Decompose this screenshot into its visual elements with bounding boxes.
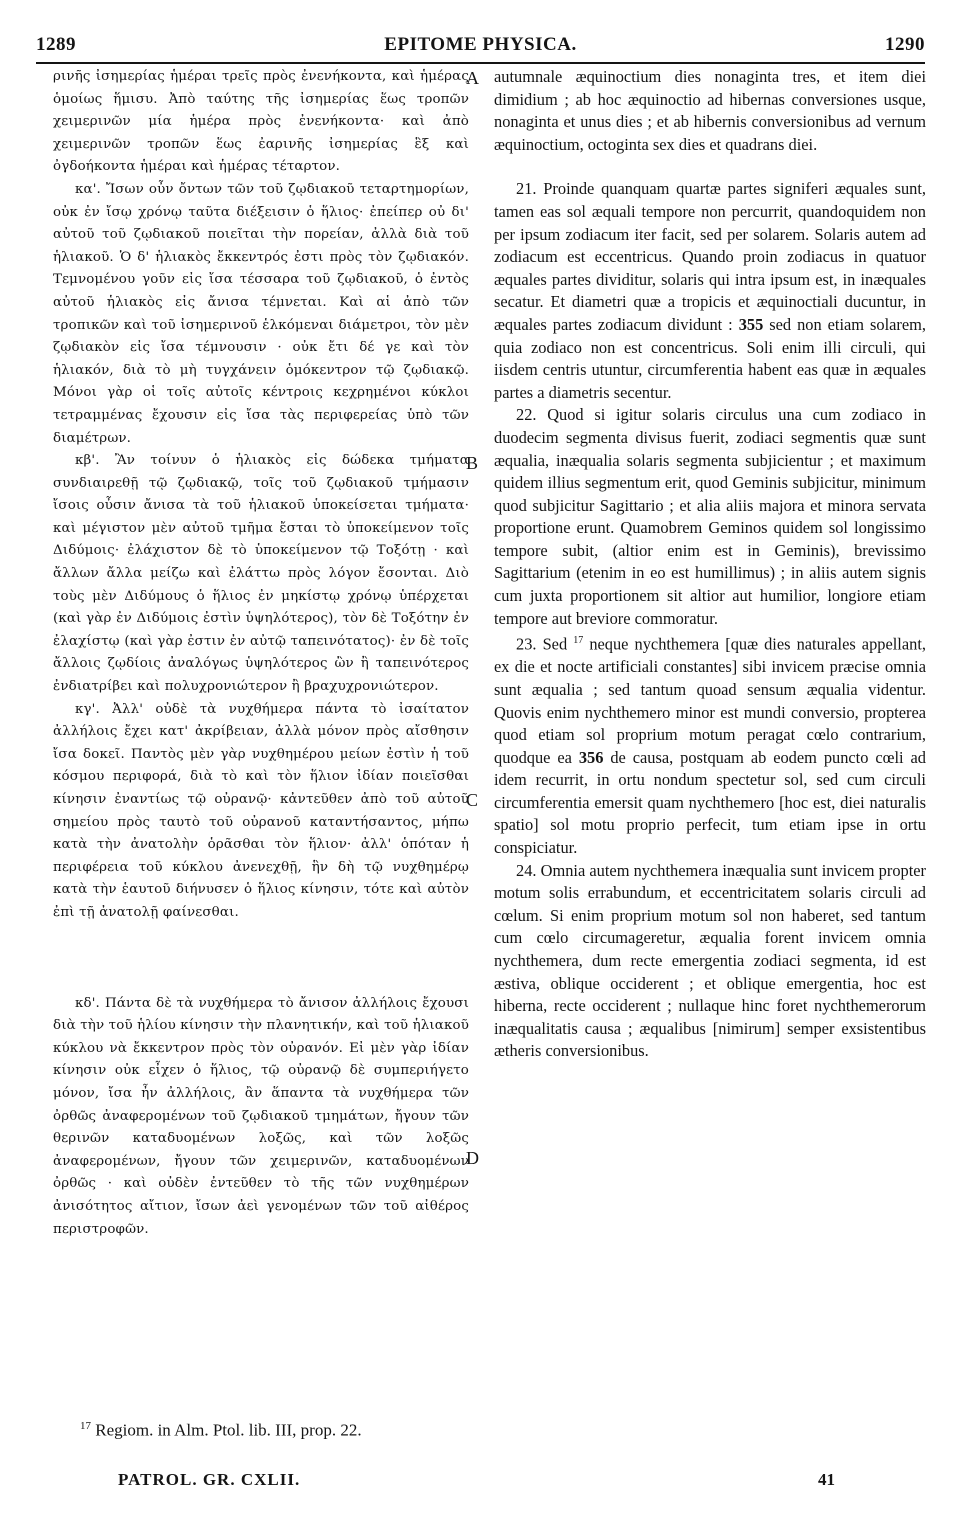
left-page-number: 1289 (36, 34, 76, 55)
latin-column (494, 66, 926, 1063)
margin-letter: C (466, 790, 479, 810)
running-title: EPITOME PHYSICA. (384, 34, 577, 55)
greek-column (53, 66, 469, 1241)
column-number: 356 (578, 747, 604, 767)
latin-paragraph-23 (494, 630, 926, 859)
page-header (36, 34, 925, 58)
footnote-marker: 17 (80, 1420, 91, 1432)
column-gap (53, 925, 469, 993)
margin-letter: D (466, 1148, 479, 1168)
greek-paragraph: κβ'. Ἂν τοίνυν ὁ ἡλιακὸς εἰς δώδεκα τμήματα συνδιαιρεθῇ τῷ ζῳδιακῷ, τοῖς τοῦ ζῳδιακοῦ τμήμασιν ἴσοις οὖσιν ἄνισα τὰ τοῦ ἡλιακοῦ ὑποκείσεται τμήματα· καὶ μέγιστον μὲν αὐτοῦ τμῆμα ἔσται τὸ ὑποκείμενον τοῖς Διδύμοις· ἐλάχιστον δὲ τὸ ὑποκείμενον τῷ Τοξότῃ · καὶ ἄλλων ἄλλα μείζω καὶ ἐλάττω πρὸς λόγον ἔσονται. Διὸ τοὺς μὲν Διδύμους ὁ ἥλιος ἐν μηκίστῳ χρόνῳ ὑπέρχεται (καὶ γὰρ ἐν Διδύμοις ἐστὶν ὑψηλότερος), τὸν δὲ Τοξότην ἐν ἐλαχίστῳ (καὶ γὰρ ἐστιν ἐν αὐτῷ ταπεινότατος)· ἐν δὲ τοῖς ἄλλοις ζῳδίοις ἀναλόγως ὑψηλότερος ὢν ἢ ταπεινότερος ἐνδιατρίβει καὶ πολυχρονιώτερον ἢ βραχυχρονιώτερον. (53, 453, 469, 695)
latin-paragraph: 22. Quod si igitur solaris circulus una cum zodiaco in duodecim segmenta divisus fuerit, zodiaci segmentis quæ sunt æqualia, inæqualia solaris segmenta subjicientur ; et maximum quidem illius segmentum erit, quod Geminis subjicitur, minimum quod subjicitur Sagittario ; et alia aliis majora et minora servata proportione erunt. Quamobrem Geminos quidem sol longissimo tempore subit, (altior enim est in Geminis), brevissimo Sagittarium (etenim in eo est humillimus) ; in aliis autem signis cum juxta proportionem sit altior aut humilior, longiore etiam tempore aut breviore commoratur. (494, 405, 926, 628)
greek-paragraph: ρινῆς ἰσημερίας ἡμέραι τρεῖς πρὸς ἐνενήκοντα, καὶ ἡμέρας ὁμοίως ἥμισυ. Ἀπὸ ταύτης τῆς ἰσημερίας ἕως τροπῶν χειμερινῶν μία ἡμέρα πρὸς ἐνενήκοντα· καὶ ἀπὸ χειμερινῶν τροπῶν ἕως ἐαρινῆς ἰσημερίας ἓξ καὶ ὀγδοήκοντα ἡμέραι καὶ ἡμέρας τέταρτον. (53, 69, 469, 175)
margin-letter: A (466, 68, 479, 88)
greek-paragraph: κδ'. Πάντα δὲ τὰ νυχθήμερα τὸ ἄνισον ἀλλήλοις ἔχουσι διὰ τὴν τοῦ ἡλίου κίνησιν τὴν πλανητικήν, καὶ τοῦ ἡλιακοῦ κύκλου νὰ ἔκκεντρον πρὸς τὸν οὐρανόν. Εἰ μὲν γὰρ ἰδίαν κίνησιν οὐκ εἶχεν ὁ ἥλιος, τῷ οὐρανῷ δὲ συμπεριήγετο μόνον, ἴσα ἦν ἀλλήλοις, ἂν ἅπαντα τὰ νυχθήμερα τῶν ὀρθῶς ἀναφερομένων τοῦ ζῳδιακοῦ τμημάτων, ἤγουν τῶν θερινῶν καταδυομένων λοξῶς, καὶ τῶν λοξῶς ἀναφερομένων, ἤγουν τῶν χειμερινῶν, καταδυομένων ὀρθῶς · καὶ οὐδὲν ἐντεῦθεν τὸ τῆς τῶν νυχθημέρων ἀνισότητος αἴτιον, ἴσων ἀεὶ γενομένων τῶν τοῦ αἰθέρος περιστροφῶν. (53, 995, 469, 1237)
latin-paragraph: autumnale æquinoctium dies nonaginta tres, et item diei dimidium ; ab hoc æquinoctio ad hibernas conversiones usque, nonaginta et unus dies ; et ab hibernis conversionibus ad vernum æquinoctium, octoginta sex dies et quadrans diei. (494, 67, 926, 154)
latin-paragraph: 24. Omnia autem nychthemera inæqualia sunt invicem propter motum solis errabundum, et eccentricitatem solaris circuli ad cœlum. Si enim proprium motum sol non haberet, sed tantum cum cœlo circumageretur, æqualia forent invicem omnia nychthemera, dum recte emergentia zodiaci segmenta, id est æstiva, oblique occiderent ; et oblique emergentia, hoc est hiberna, recte occiderent ; nullaque hinc foret nychthemerorum inæqualitatis causa ; æqualibus [nimirum] semper exsistentibus ætheris conversionibus. (494, 860, 926, 1061)
latin-text: neque nychthemera [quæ dies naturales appellant, ex die et nocte artificiali constantes] sibi invicem præcise omnia sunt æqualia ; sed tantum quoad sensum æqualia videntur. Quovis enim nychthemero minor est mundi conversio, propterea quod etiam sol proprium motum peragat cœlo contrarium, quodque ea (494, 634, 926, 767)
latin-text: sed non etiam solarem, quia zodiaco non est concentricus. Soli enim illi circuli, qui iisdem centris utuntur, circumferentia habent eas quæ in æquales partes a diametris secentur. (494, 314, 926, 402)
greek-paragraph: κα'. Ἴσων οὖν ὄντων τῶν τοῦ ζῳδιακοῦ τεταρτημορίων, οὐκ ἐν ἴσῳ χρόνῳ ταῦτα διέξεισιν ὁ ἥλιος· ἐπείπερ οὐ δι' αὐτοῦ τοῦ ζῳδιακοῦ ποιεῖται τὴν πορείαν, ἀλλὰ διὰ τοῦ ἡλιακοῦ. Ὁ δ' ἡλιακὸς ἔκκεντρός ἐστι πρὸς τὸν ζῳδιακόν. Τεμνομένου γοῦν εἰς ἴσα τέσσαρα τοῦ ζῳδιακοῦ, ὁ ἐντὸς αὐτοῦ ἡλιακὸς εἰς ἄνισα τέμνεται. Καὶ αἱ ἀπὸ τῶν τροπικῶν καὶ τοῦ ἰσημερινοῦ ἑλκόμεναι διάμετροι, τὸν μὲν ζῳδιακὸν εἰς ἴσα τέμνουσιν · οὐκ ἔτι δέ γε καὶ τὸν ἡλιακόν, διὰ τὸ μὴ τυγχάνειν ὁμόκεντρον τῷ ζῳδιακῷ. Μόνοι γὰρ οἱ τοῖς αὐτοῖς κέντροις κεχρημένοι κύκλοι τετραμμένας ἔχουσιν εἰς ἴσα τὰς περιφερείας ὑπὸ τῶν διαμέτρων. (53, 181, 469, 446)
right-page-number: 1290 (885, 34, 925, 55)
footer-signature: PATROL. GR. CXLII. (118, 1470, 301, 1489)
footnote (80, 1420, 362, 1441)
column-gap (494, 156, 926, 178)
header-rule (36, 62, 925, 64)
latin-paragraph-21 (494, 178, 926, 404)
greek-paragraph: κγ'. Ἀλλ' οὐδὲ τὰ νυχθήμερα πάντα τὸ ἰσαίτατον ἀλλήλοις ἔχει κατ' ἀκρίβειαν, ἀλλὰ μόνον πρὸς αἴσθησιν ἴσα δοκεῖ. Παντὸς μὲν γὰρ νυχθημέρου μείων ἐστὶν ἡ τοῦ κόσμου περιφορά, διὰ τὸ καὶ τὸν ἥλιον ἰδίαν ποιεῖσθαι κίνησιν ἐναντίως τῷ οὐρανῷ· κἀντεῦθεν ἀπὸ τοῦ αὐτοῦ σημείου πρὸς ταυτὸ τοῦ οὐρανοῦ καταντήσαντος, μήπω κατὰ τὴν ἀνατολὴν ὁρᾶσθαι τὸν ἥλιον· ἀλλ' ὁπόταν ἡ περιφέρεια τοῦ κύκλου ἀνενεχθῇ, ἣν δὴ τῷ νυχθημέρῳ κατὰ τὴν ἑαυτοῦ διήνυσεν ὁ ἥλιος κίνησιν, τότε καὶ αὐτὸν ἐπὶ τῇ ἀνατολῇ φαίνεσθαι. (53, 701, 469, 920)
margin-letter: B (466, 453, 479, 473)
latin-text: de causa, postquam ab eodem puncto cœli ad idem recurrit, in ortu nondum spectetur sol, sed cum circuli circumferentia emersit quam nychthemero [hoc est, diei naturalis spatio] sol motu proprio perfecit, tum etiam ipse in ortu conspiciatur. (494, 747, 926, 858)
latin-text: 23. Sed (516, 634, 568, 654)
footer-sheet-number: 41 (818, 1470, 835, 1489)
footnote-text: Regiom. in Alm. Ptol. lib. III, prop. 22. (95, 1420, 362, 1440)
footnote-marker: 17 (573, 635, 584, 647)
latin-text: 21. Proinde quanquam quartæ partes signiferi æquales sunt, tamen eas sol æquali tempore non percurrit, quandoquidem non per ipsum zodiacum iter facit, sed per solarem. Solaris autem ad zodiacum est eccentricus. Quando proin zodiacus in quatuor æquales partes dividitur, solaris qui intra ipsum est, in inæquales secatur. Et diametri quæ a tropicis et æquinoctiali ducuntur, in æquales partes zodiacum dividunt : (494, 179, 926, 334)
column-number: 355 (738, 314, 764, 334)
